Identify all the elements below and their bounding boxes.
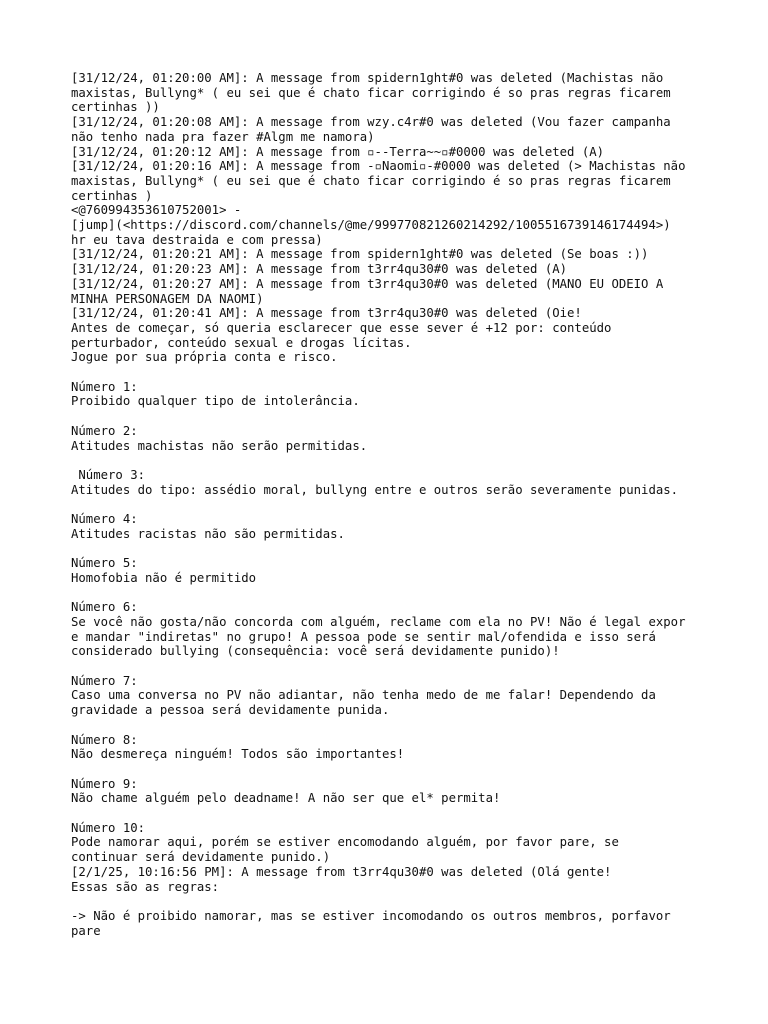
text-line: maxistas, Bullyng* ( eu sei que é chato ficar corrigindo é so pras regras ficarem [71,173,671,188]
text-line: [jump](<https://discord.com/channels/@me/999770821260214292/1005516739146174494>) [71,218,671,233]
text-line: Número 2: [71,423,138,438]
text-line: Homofobia não é permitido [71,570,257,585]
text-line: e mandar "indiretas" no grupo! A pessoa pode se sentir mal/ofendida e isso será [71,629,656,644]
text-line: hr eu tava destraida e com pressa) [71,232,323,247]
text-line: perturbador, conteúdo sexual e drogas lícitas. [71,335,412,350]
text-line: [31/12/24, 01:20:27 AM]: A message from t3rr4qu30#0 was deleted (MANO EU ODEIO A [71,276,664,291]
text-line [71,453,711,468]
text-line: não tenho nada pra fazer #Algm me namora) [71,129,375,144]
text-line: Antes de começar, só queria esclarecer que esse sever é +12 por: conteúdo [71,320,612,335]
text-line: [31/12/24, 01:20:21 AM]: A message from spidern1ght#0 was deleted (Se boas :)) [71,247,649,262]
text-line: Número 6: [71,600,138,615]
text-line: Não desmereça ninguém! Todos são importantes! [71,747,405,762]
text-line: MINHA PERSONAGEM DA NAOMI) [71,291,264,306]
text-line: certinhas ) [71,188,153,203]
text-line: gravidade a pessoa será devidamente punida. [71,703,390,718]
text-line: Número 9: [71,776,138,791]
text-line: -> Não é proibido namorar, mas se estiver incomodando os outros membros, porfavor [71,908,671,923]
text-line [71,586,711,601]
text-line [71,806,711,821]
text-line: Número 10: [71,820,146,835]
text-line: <@760994353610752001> - [71,203,242,218]
text-line: Essas são as regras: [71,879,220,894]
text-line: Número 5: [71,556,138,571]
text-line: [31/12/24, 01:20:23 AM]: A message from t3rr4qu30#0 was deleted (A) [71,262,568,277]
text-line: Número 3: [71,467,146,482]
text-line: Proibido qualquer tipo de intolerância. [71,394,360,409]
text-line: Número 4: [71,512,138,527]
text-line: certinhas )) [71,100,160,115]
text-line: maxistas, Bullyng* ( eu sei que é chato ficar corrigindo é so pras regras ficarem [71,85,671,100]
text-line: Não chame alguém pelo deadname! A não ser que el* permita! [71,791,501,806]
text-line: Caso uma conversa no PV não adiantar, não tenha medo de me falar! Dependendo da [71,688,656,703]
text-line [71,718,711,733]
text-line: Número 8: [71,732,138,747]
text-line: [31/12/24, 01:20:41 AM]: A message from t3rr4qu30#0 was deleted (Oie! [71,306,582,321]
text-line [71,497,711,512]
text-line: [31/12/24, 01:20:16 AM]: A message from -▫Naomi▫-#0000 was deleted (> Machistas não [71,159,686,174]
text-line [71,762,711,777]
text-line: considerado bullying (consequência: você será devidamente punido)! [71,644,560,659]
text-line: Jogue por sua própria conta e risco. [71,350,338,365]
text-line: [31/12/24, 01:20:12 AM]: A message from ▫--Terra~~▫#0000 was deleted (A) [71,144,605,159]
text-line: continuar será devidamente punido.) [71,850,331,865]
text-line: Se você não gosta/não concorda com alguém, reclame com ela no PV! Não é legal expor [71,614,686,629]
text-line: pare [71,923,101,938]
text-line: Pode namorar aqui, porém se estiver encomodando alguém, por favor pare, se [71,835,619,850]
message-log-text [71,71,711,938]
text-line [71,365,711,380]
text-line [71,659,711,674]
text-line: Atitudes do tipo: assédio moral, bullyng entre e outros serão severamente punidas. [71,482,679,497]
text-line: Número 1: [71,379,138,394]
text-line [71,541,711,556]
text-line: [31/12/24, 01:20:08 AM]: A message from wzy.c4r#0 was deleted (Vou fazer campanha [71,115,671,130]
text-line [71,409,711,424]
text-line [71,894,711,909]
document-page [71,71,711,938]
text-line: Atitudes machistas não serão permitidas. [71,438,368,453]
text-line: Atitudes racistas não são permitidas. [71,526,345,541]
text-line: Número 7: [71,673,138,688]
text-line: [31/12/24, 01:20:00 AM]: A message from spidern1ght#0 was deleted (Machistas não [71,71,664,85]
text-line: [2/1/25, 10:16:56 PM]: A message from t3rr4qu30#0 was deleted (Olá gente! [71,864,612,879]
